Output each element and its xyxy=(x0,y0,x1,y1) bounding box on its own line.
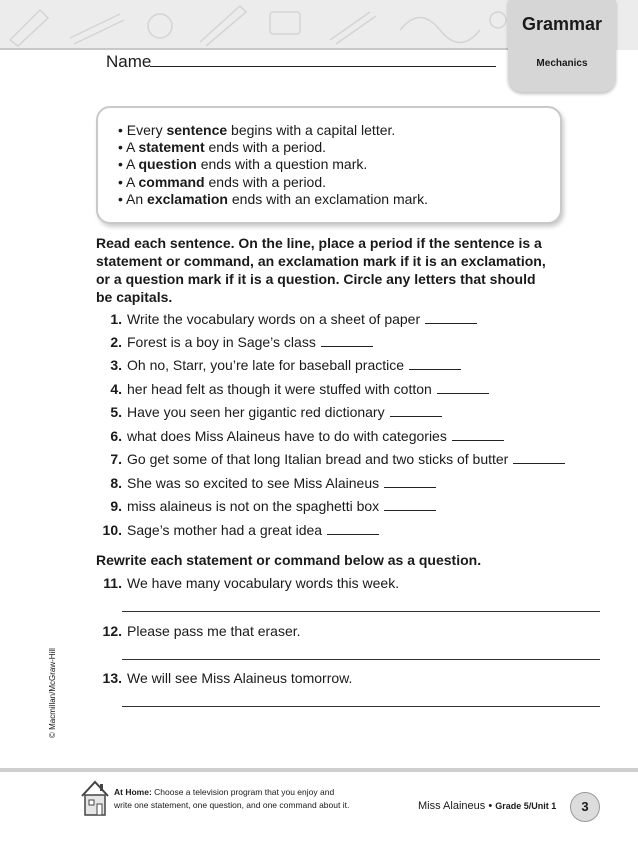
punctuation-blank[interactable] xyxy=(409,367,461,370)
at-home-line2: write one statement, one question, and one command about it. xyxy=(114,800,350,810)
sentence-item xyxy=(96,498,436,514)
rule-suffix: begins with a capital letter. xyxy=(227,122,396,138)
sentence-item xyxy=(96,381,489,397)
item-number: 4. xyxy=(110,381,122,397)
item-number: 3. xyxy=(110,357,122,373)
sentence-item xyxy=(96,475,436,491)
bullet-separator: • xyxy=(488,800,496,812)
item-number: 9. xyxy=(110,498,122,514)
punctuation-blank[interactable] xyxy=(327,532,379,535)
rewrite-item xyxy=(96,575,399,591)
rules-box xyxy=(96,106,562,224)
punctuation-blank[interactable] xyxy=(513,461,565,464)
rules-list xyxy=(118,122,428,208)
sentence-item xyxy=(96,404,442,420)
rule-item xyxy=(118,191,428,208)
sentence-text: her head felt as though it were stuffed with cotton xyxy=(127,381,432,397)
instructions: Read each sentence. On the line, place a period if the sentence is a statement or command, an exclamation mark if it is an exclamation, or a question mark if it is a question. Circle any letters that should be capitals. xyxy=(96,235,546,305)
rewrite-text: We have many vocabulary words this week. xyxy=(127,575,400,591)
rule-keyword: question xyxy=(138,156,197,173)
name-label: Name xyxy=(106,52,152,71)
at-home-line1: Choose a television program that you enjoy and xyxy=(151,787,335,797)
sentence-text: She was so excited to see Miss Alaineus xyxy=(127,475,380,491)
rule-suffix: ends with a period. xyxy=(204,173,327,190)
name-input-line[interactable] xyxy=(150,66,496,67)
rewrite-item xyxy=(96,623,301,639)
rewrite-text: We will see Miss Alaineus tomorrow. xyxy=(127,670,353,686)
sentence-text: what does Miss Alaineus have to do with categories xyxy=(127,428,447,444)
item-number: 1. xyxy=(110,311,122,327)
sentence-text: Have you seen her gigantic red dictionary xyxy=(127,404,385,420)
rewrite-item xyxy=(96,670,352,686)
sentence-item xyxy=(96,428,504,444)
rule-prefix: • A xyxy=(118,139,139,156)
rule-item xyxy=(118,174,428,191)
at-home-note xyxy=(114,786,349,812)
section2-heading: Rewrite each statement or command below as a question. xyxy=(96,552,482,568)
sentence-text: Oh no, Starr, you’re late for baseball practice xyxy=(127,357,405,373)
footer-book-info xyxy=(418,800,556,812)
rule-prefix: • A xyxy=(118,173,139,190)
rewrite-text: Please pass me that eraser. xyxy=(127,623,301,639)
section-tab xyxy=(508,0,616,92)
tab-subtitle: Mechanics xyxy=(536,58,588,69)
punctuation-blank[interactable] xyxy=(384,485,436,488)
sentence-item xyxy=(96,311,477,327)
item-number: 12. xyxy=(102,623,122,639)
sentence-item xyxy=(96,334,373,350)
copyright: © Macmillan/McGraw-Hill xyxy=(48,648,57,738)
house-icon xyxy=(80,778,110,818)
sentence-text: Go get some of that long Italian bread and two sticks of butter xyxy=(127,451,509,467)
punctuation-blank[interactable] xyxy=(321,344,373,347)
rule-suffix: ends with an exclamation mark. xyxy=(227,190,428,207)
punctuation-blank[interactable] xyxy=(390,414,442,417)
item-number: 6. xyxy=(110,428,122,444)
rule-item xyxy=(118,122,428,139)
sentence-text: Forest is a boy in Sage’s class xyxy=(127,334,316,350)
punctuation-blank[interactable] xyxy=(452,438,504,441)
item-number: 7. xyxy=(110,451,122,467)
rule-suffix: ends with a period. xyxy=(204,139,327,156)
school-supplies-doodle-icon xyxy=(0,0,510,48)
tab-title: Grammar xyxy=(521,14,603,34)
rule-suffix: ends with a question mark. xyxy=(196,156,368,173)
sentence-item xyxy=(96,522,379,538)
rule-keyword: statement xyxy=(138,139,205,156)
book-title: Miss Alaineus xyxy=(418,800,486,812)
answer-line[interactable] xyxy=(122,611,600,612)
header-divider xyxy=(0,48,510,50)
at-home-label: At Home: xyxy=(114,787,152,797)
page-number: 3 xyxy=(570,792,600,822)
grade-unit: Grade 5/Unit 1 xyxy=(495,801,557,811)
punctuation-blank[interactable] xyxy=(437,391,489,394)
punctuation-blank[interactable] xyxy=(384,508,436,511)
rule-keyword: command xyxy=(138,173,205,190)
sentence-text: miss alaineus is not on the spaghetti box xyxy=(127,498,380,514)
sentence-text: Sage’s mother had a great idea xyxy=(127,522,323,538)
item-number: 5. xyxy=(110,404,122,420)
answer-line[interactable] xyxy=(122,706,600,707)
item-number: 2. xyxy=(110,334,122,350)
item-number: 13. xyxy=(102,670,122,686)
rule-prefix: • A xyxy=(118,156,139,173)
rule-prefix: • Every xyxy=(118,122,167,138)
item-number: 11. xyxy=(103,575,122,591)
sentence-item xyxy=(96,451,565,467)
rule-item xyxy=(118,156,428,173)
rule-item xyxy=(118,139,428,156)
rule-keyword: exclamation xyxy=(147,190,228,207)
footer-divider xyxy=(0,768,638,772)
rule-prefix: • An xyxy=(118,190,148,207)
item-number: 8. xyxy=(110,475,122,491)
sentence-text: Write the vocabulary words on a sheet of paper xyxy=(127,311,421,327)
item-number: 10. xyxy=(102,522,122,538)
rule-keyword: sentence xyxy=(166,122,228,138)
punctuation-blank[interactable] xyxy=(425,321,477,324)
answer-line[interactable] xyxy=(122,659,600,660)
sentence-item xyxy=(96,357,461,373)
